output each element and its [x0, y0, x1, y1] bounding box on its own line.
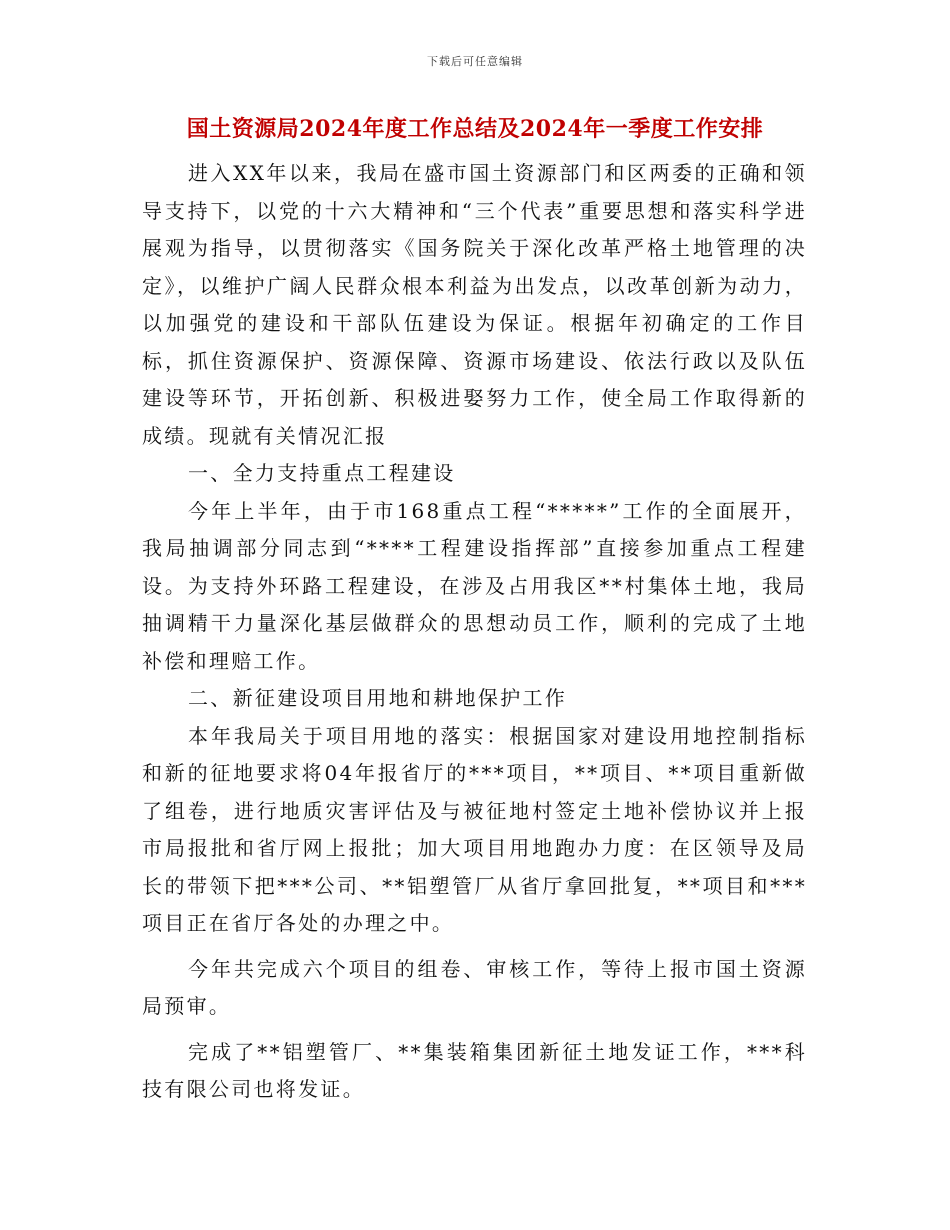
paragraph-section-1: 今年上半年，由于市168重点工程“*****”工作的全面展开，我局抽调部分同志到“****工程建设指挥部”直接参加重点工程建设。为支持外环路工程建设，在涉及占用我区**村集体土地，我局抽调精干力量深化基层做群众的思想动员工作，顺利的完成了土地补偿和理赔工作。 — [142, 498, 807, 673]
paragraph-section-2: 本年我局关于项目用地的落实：根据国家对建设用地控制指标和新的征地要求将04年报省厅的***项目，**项目、**项目重新做了组卷，进行地质灾害评估及与被征地村签定土地补偿协议并上报市局报批和省厅网上报批；加大项目用地跑办力度：在区领导及局长的带领下把***公司、**铝塑管厂从省厅拿回批复，**项目和***项目正在省厅各处的办理之中。 — [142, 723, 807, 935]
document-title: 国土资源局2024年度工作总结及2024年一季度工作安排 — [186, 116, 764, 142]
paragraph-projects-reviewed: 今年共完成六个项目的组卷、审核工作，等待上报市国土资源局预审。 — [142, 956, 807, 1018]
paragraph-certificates: 完成了**铝塑管厂、**集装箱集团新征土地发证工作，***科技有限公司也将发证。 — [142, 1039, 807, 1101]
section-heading-1: 一、全力支持重点工程建设 — [188, 461, 456, 485]
header-note: 下载后可任意编辑 — [427, 55, 523, 68]
document-body — [142, 155, 807, 1109]
section-heading-2: 二、新征建设项目用地和耕地保护工作 — [188, 686, 568, 710]
paragraph-intro: 进入XX年以来，我局在盛市国土资源部门和区两委的正确和领导支持下，以党的十六大精神和“三个代表”重要思想和落实科学进展观为指导，以贯彻落实《国务院关于深化改革严格土地管理的决定》，以维护广阔人民群众根本利益为出发点，以改革创新为动力，以加强党的建设和干部队伍建设为保证。根据年初确定的工作目标，抓住资源保护、资源保障、资源市场建设、依法行政以及队伍建设等环节，开拓创新、积极进娶努力工作，使全局工作取得新的成绩。现就有关情况汇报 — [142, 161, 807, 448]
